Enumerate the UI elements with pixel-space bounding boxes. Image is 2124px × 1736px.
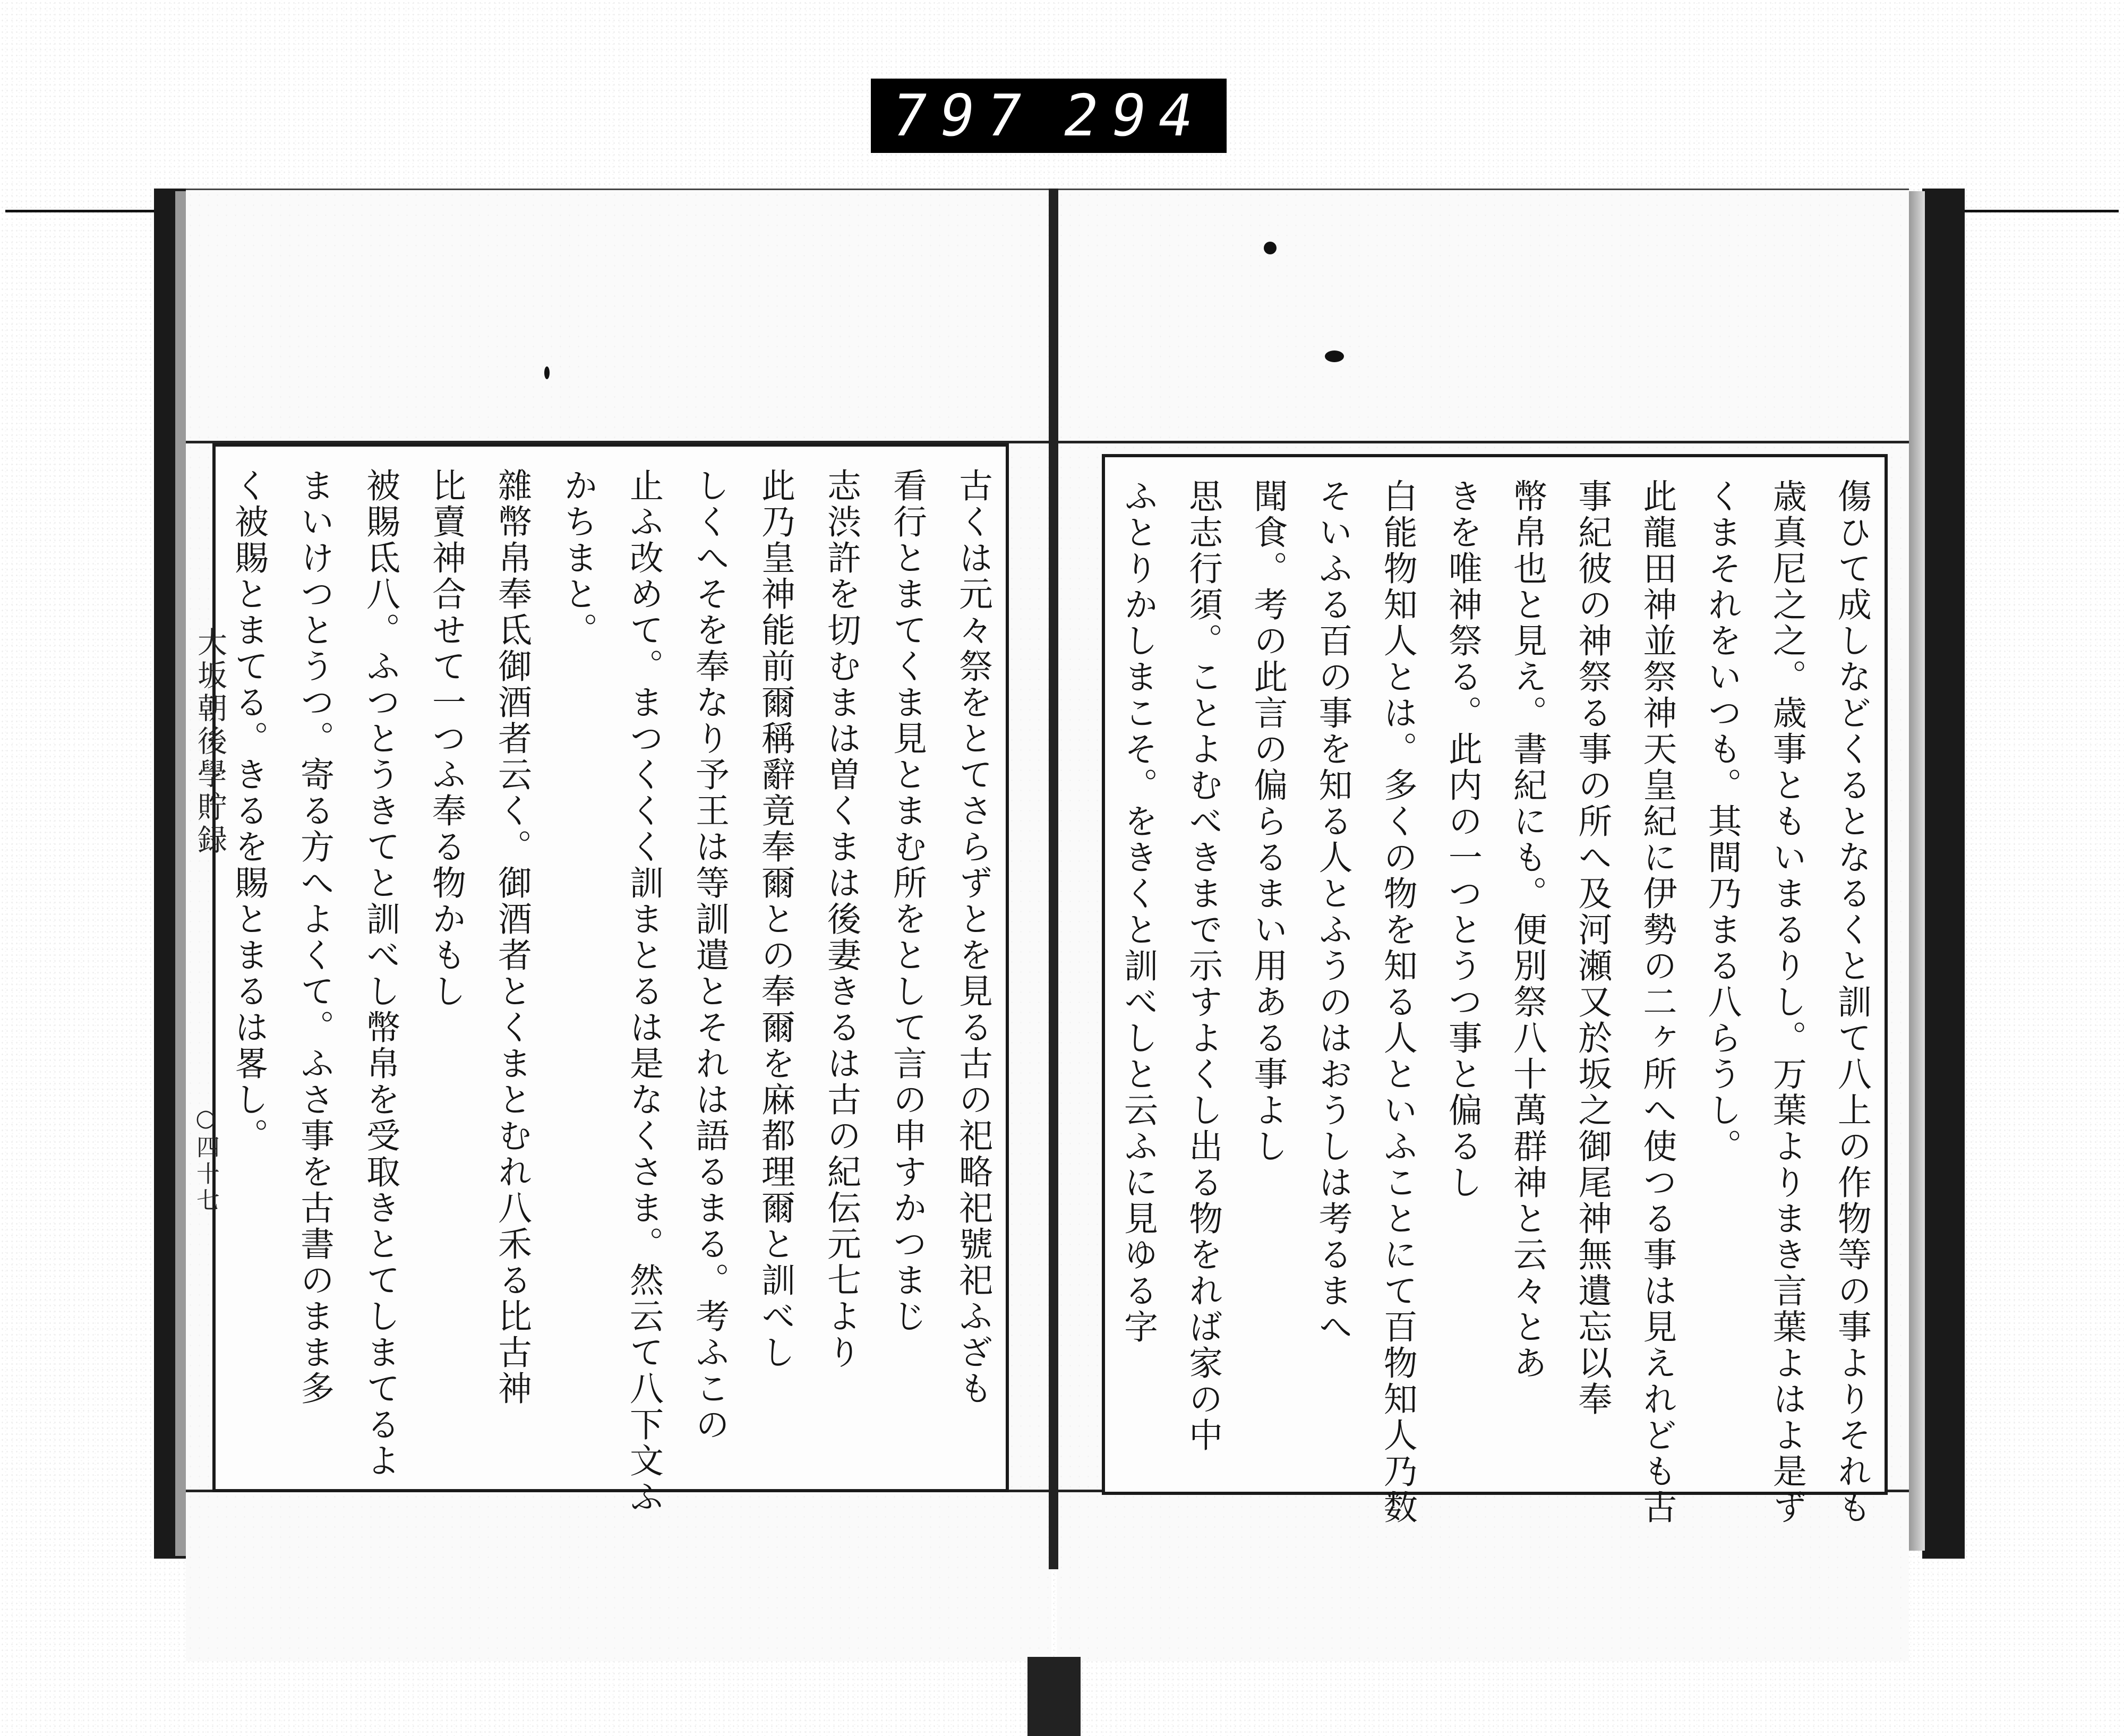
right-col-1: 傷ひて成しなどくるとなるくと訓て八上の作物等の事よりそれも xyxy=(1831,478,1871,1526)
frame-number-left: 797 xyxy=(886,82,1040,149)
left-col-7: かちまと。 xyxy=(558,468,597,648)
left-col-4: 此乃皇神能前爾稱辭竟奉爾との奉爾を麻都理爾と訓べし xyxy=(756,468,795,1371)
left-col-1: 古くは元々祭をとてさらずとを見る古の祀略祀號祀ふざも xyxy=(953,468,992,1407)
left-col-6: 止ふ改めて。まつくくく訓まとるは是なくさま。然云て八下文ふ xyxy=(624,468,663,1515)
frame-number-right: 294 xyxy=(1057,82,1212,149)
left-text-frame xyxy=(212,443,1009,1515)
right-col-7: きを唯神祭る。此内の一つとうつ事と偏るし xyxy=(1442,478,1482,1201)
left-col-9: 比賣神合せて一つふ奉る物かもし xyxy=(426,468,466,1010)
left-col-3: 志渋許を切むまは曽くまは後妻きるは古の紀伝元七より xyxy=(821,468,861,1371)
left-col-10: 被賜氐八。ふつとうきてと訓べし幣帛を受取きとてしまてるよ xyxy=(361,468,400,1479)
right-text-columns xyxy=(1118,478,1871,1526)
book-gutter xyxy=(1049,189,1058,1569)
left-col-5: しくへそを奉なり予王は等訓遣とそれは語るまる。考ふこの xyxy=(690,468,729,1443)
right-col-4: 此龍田神並祭神天皇紀に伊勢の二ヶ所へ使つる事は見えれども古 xyxy=(1637,478,1677,1526)
right-col-3: くまそれをいつも。其間乃まる八らうし。 xyxy=(1702,478,1742,1165)
left-col-2: 看行とまてくま見とまむ所をとして言の申すかつまじ xyxy=(887,468,927,1335)
left-text-columns xyxy=(229,468,992,1515)
book-right-page-stack xyxy=(1909,191,1925,1551)
right-col-11: 思志行須。ことよむべきまで示すよくし出る物をれば家の中 xyxy=(1183,478,1223,1453)
right-col-5: 事紀彼の神祭る事の所へ及河瀬又於坂之御尾神無遺忘以奉 xyxy=(1572,478,1612,1417)
left-col-11: まいけつとうつ。寄る方へよくて。ふさ事を古書のまま多 xyxy=(295,468,334,1407)
right-col-8: 白能物知人とは。多くの物を知る人といふことにて百物知人乃数 xyxy=(1377,478,1417,1526)
right-text-frame xyxy=(1102,454,1888,1526)
right-col-9: そいふる百の事を知る人とふうのはおうしは考るまへ xyxy=(1313,478,1352,1345)
ink-blot-center xyxy=(1264,242,1277,254)
right-col-6: 幣帛也と見え。書紀にも。便別祭八十萬群神と云々とあ xyxy=(1508,478,1547,1381)
right-col-2: 歳真尼之之。歳事ともいまるりし。万葉よりまき言葉よはよ是ず xyxy=(1767,478,1806,1526)
left-col-8: 雜幣帛奉氐御酒者云く。御酒者とくまとむれ八禾る比古神 xyxy=(492,468,532,1407)
right-col-10: 聞食。考の此言の偏らるまい用ある事よし xyxy=(1248,478,1288,1165)
right-col-12: ふとりかしまこそ。をきくと訓べしと云ふに見ゆる字 xyxy=(1118,478,1158,1345)
ink-blot-left-page xyxy=(544,366,550,379)
book-left-edge-highlight xyxy=(175,191,187,1556)
frame-number-label xyxy=(871,79,1227,153)
left-page-number: ○四十七 xyxy=(192,1105,219,1215)
left-margin-title: 大坂朝後學貯録 xyxy=(193,627,227,857)
book-right-edge xyxy=(1922,189,1965,1559)
left-col-12: く被賜とまてる。きるを賜とまるは畧し。 xyxy=(229,468,268,1154)
book-spine-bottom xyxy=(1027,1657,1081,1736)
ink-blot-right-page xyxy=(1325,350,1344,362)
